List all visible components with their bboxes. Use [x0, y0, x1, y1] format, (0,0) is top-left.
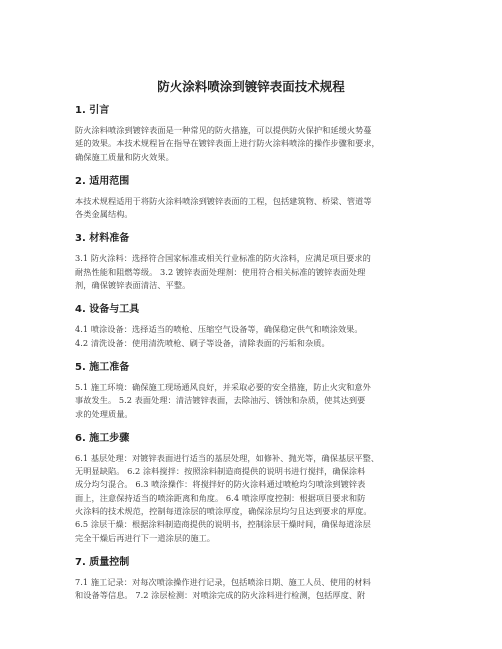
- paragraph-line: 6.5 涂层干燥：根据涂料制造商提供的说明书，控制涂层干燥时间，确保每道涂层: [75, 519, 371, 530]
- paragraph-line: 事故发生。 5.2 表面处理：清洁镀锌表面，去除油污、锈蚀和杂质，使其达到要: [75, 395, 366, 406]
- document-title: 防火涂料喷涂到镀锌表面技术规程: [157, 79, 345, 94]
- paragraph-line: 4.1 喷涂设备：选择适当的喷枪、压缩空气设备等，确保稳定供气和喷涂效果。: [75, 324, 363, 335]
- section-paragraph: [75, 252, 437, 292]
- paragraph-line: 延的效果。本技术规程旨在指导在镀锌表面上进行防火涂料喷涂的操作步骤和要求，: [75, 138, 380, 149]
- paragraph-line: 求的处理质量。: [75, 408, 133, 419]
- section-heading: 6. 施工步骤: [75, 432, 130, 444]
- section-heading: 1. 引言: [75, 105, 110, 116]
- section-quality-control: [75, 556, 437, 603]
- paragraph-line: 确保施工质量和防火效果。: [75, 151, 174, 162]
- section-materials: [75, 232, 437, 292]
- section-introduction: [75, 104, 437, 164]
- paragraph-line: 防火涂料喷涂到镀锌表面是一种常见的防火措施，可以提供防火保护和延缓火势蔓: [75, 125, 372, 135]
- section-preparation: [75, 361, 437, 421]
- paragraph-line: 成分均匀混合。 6.3 喷涂操作：将搅拌好的防火涂料通过喷枪均匀喷涂到镀锌表: [75, 479, 366, 490]
- section-heading: 2. 适用范围: [75, 175, 130, 187]
- section-procedure: [75, 432, 437, 545]
- section-equipment: [75, 303, 437, 350]
- paragraph-line: 各类金属结构。: [75, 209, 133, 220]
- section-heading: 5. 施工准备: [75, 361, 130, 373]
- paragraph-line: 本技术规程适用于将防火涂料喷涂到镀锌表面的工程，包括建筑物、桥梁、管道等: [75, 195, 372, 206]
- paragraph-line: 和设备等信息。 7.2 涂层检测：对喷涂完成的防火涂料进行检测，包括厚度、附: [75, 590, 366, 601]
- section-paragraph: [75, 381, 437, 421]
- paragraph-line: 耐热性能和阻燃等级。 3.2 镀锌表面处理剂：使用符合相关标准的镀锌表面处理: [75, 266, 366, 277]
- paragraph-line: 剂，确保镀锌表面清洁、平整。: [75, 280, 191, 291]
- paragraph-line: 完全干燥后再进行下一道涂层的施工。: [75, 532, 216, 543]
- paragraph-line: 无明显缺陷。 6.2 涂料搅拌：按照涂料制造商提供的说明书进行搅拌，确保涂料: [75, 466, 366, 477]
- section-scope: [75, 175, 437, 222]
- section-paragraph: [75, 124, 437, 164]
- section-heading: 7. 质量控制: [75, 556, 130, 568]
- section-paragraph: [75, 576, 437, 603]
- section-heading: 4. 设备与工具: [75, 304, 140, 316]
- paragraph-line: 4.2 清洗设备：使用清洗喷枪、刷子等设备，清除表面的污垢和杂质。: [75, 337, 330, 348]
- section-paragraph: [75, 452, 437, 545]
- paragraph-line: 3.1 防火涂料：选择符合国家标准或相关行业标准的防火涂料，应满足项目要求的: [75, 253, 371, 264]
- paragraph-line: 5.1 施工环境：确保施工现场通风良好，并采取必要的安全措施，防止火灾和意外: [75, 381, 371, 392]
- document-body: [75, 104, 437, 603]
- paragraph-line: 火涂料的技术规范，控制每道涂层的喷涂厚度，确保涂层均匀且达到要求的厚度。: [75, 506, 372, 517]
- paragraph-line: 7.1 施工记录：对每次喷涂操作进行记录，包括喷涂日期、施工人员、使用的材料: [75, 576, 371, 587]
- paragraph-line: 6.1 基层处理：对镀锌表面进行适当的基层处理，如修补、抛光等，确保基层平整、: [75, 452, 380, 463]
- section-paragraph: [75, 323, 437, 350]
- section-heading: 3. 材料准备: [75, 233, 130, 245]
- section-paragraph: [75, 195, 437, 222]
- paragraph-line: 面上，注意保持适当的喷涂距离和角度。 6.4 喷涂厚度控制：根据项目要求和防: [75, 492, 366, 503]
